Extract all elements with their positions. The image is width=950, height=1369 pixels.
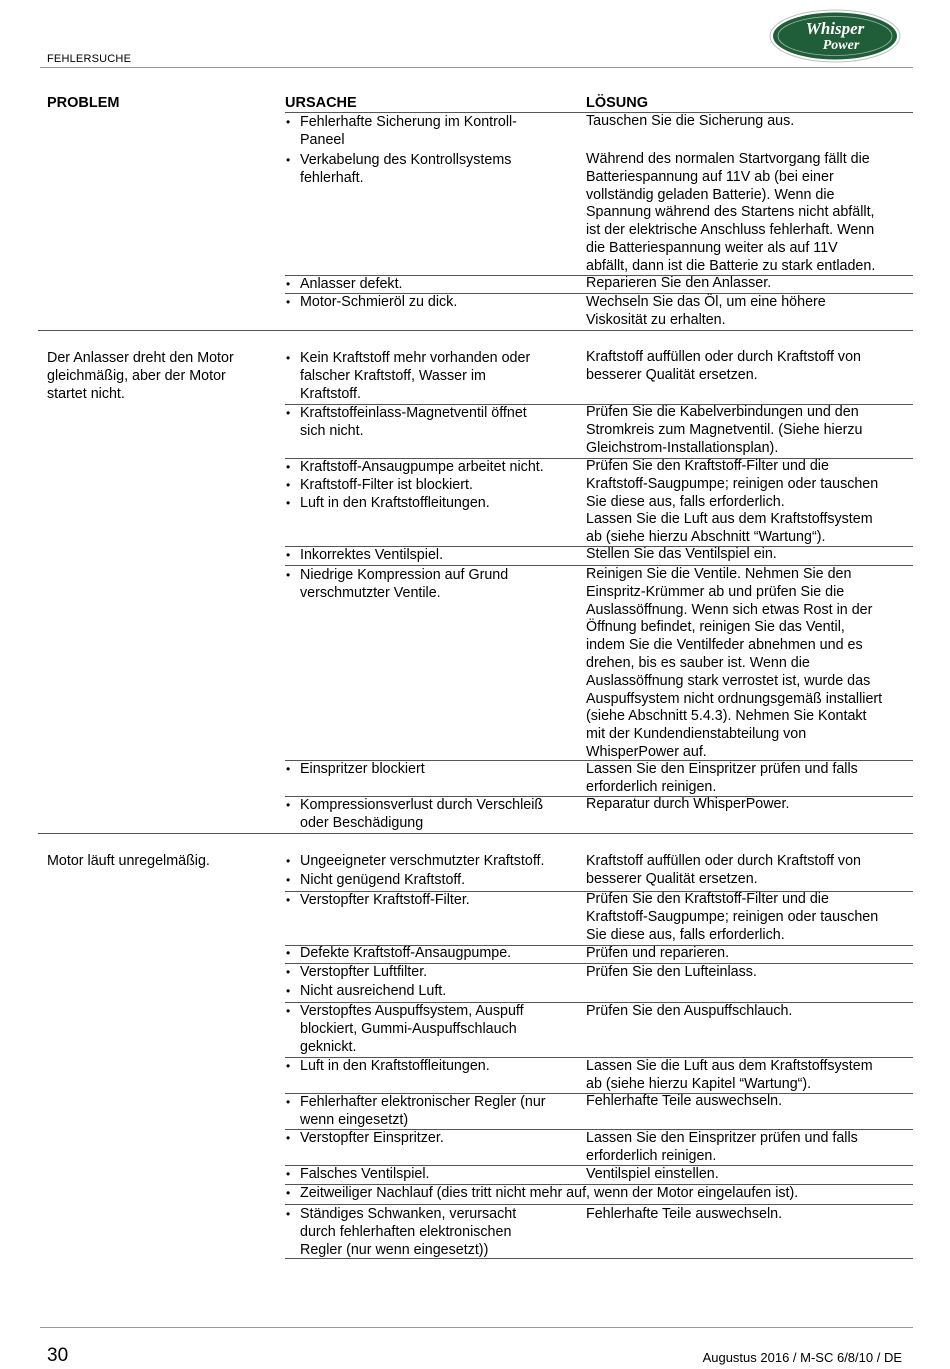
cause-text: Fehlerhafte Sicherung im Kontroll- Paneel — [300, 114, 517, 148]
bullet-icon: • — [286, 984, 291, 998]
solution-text: Reinigen Sie die Ventile. Nehmen Sie den Einspritz-Krümmer ab und prüfen Sie die Auslassöffnung. Wenn sich etwas Rost in der Öffnung befindet, reinigen Sie das Ventil, indem Sie die Ventilfeder abnehmen und es drehen, bis es sauber ist. Wenn die Auslassöffnung stark verrostet ist, wurde das Auspuffsystem nicht ordnungsgemäß installiert (siehe Abschnitt 5.4.3). Nehmen Sie Kontakt mit der Kundendienstabteilung von WhisperPower auf. — [586, 566, 883, 760]
bullet-icon: • — [286, 893, 291, 907]
section-header: FEHLERSUCHE — [47, 53, 132, 65]
table-rule — [38, 330, 913, 331]
solution-text: Prüfen Sie den Kraftstoff-Filter und die Kraftstoff-Saugpumpe; reinigen oder tauschen Sie diese aus, falls erforderlich. — [586, 891, 879, 943]
solution-text: Während des normalen Startvorgang fällt die Batteriespannung auf 11V ab (bei einer vollständig geladen Batterie). Wenn die Spannung während des Startens nicht abfällt, ist der elektrische Anschluss fehlerhaft. Wenn die Batteriespannung weiter als auf 11V abfällt, dann ist die Batterie zu stark entladen. — [586, 151, 876, 274]
solution-text: Kraftstoff auffüllen oder durch Kraftstoff von besserer Qualität ersetzen. — [586, 349, 861, 383]
bullet-icon: • — [286, 798, 291, 812]
cause-text: Defekte Kraftstoff-Ansaugpumpe. — [300, 945, 512, 961]
header-rule — [40, 67, 913, 68]
bullet-icon: • — [286, 406, 291, 420]
bullet-icon: • — [286, 496, 291, 510]
column-cause: URSACHE — [285, 95, 357, 111]
cause-text: Luft in den Kraftstoffleitungen. — [300, 495, 490, 511]
problem-text: Motor läuft unregelmäßig. — [47, 853, 210, 869]
cause-text: Verkabelung des Kontrollsystems fehlerhaft. — [300, 152, 512, 186]
cause-text: Verstopftes Auspuffsystem, Auspuff blockiert, Gummi-Auspuffschlauch geknickt. — [300, 1003, 524, 1055]
cause-text: Luft in den Kraftstoffleitungen. — [300, 1058, 490, 1074]
bullet-icon: • — [286, 115, 291, 129]
bullet-icon: • — [286, 854, 291, 868]
cause-text: Niedrige Kompression auf Grund verschmutzter Ventile. — [300, 567, 509, 601]
solution-text: Fehlerhafte Teile auswechseln. — [586, 1093, 783, 1109]
solution-text: Reparieren Sie den Anlasser. — [586, 275, 772, 291]
bullet-icon: • — [286, 873, 291, 887]
column-problem: PROBLEM — [47, 95, 120, 111]
bullet-icon: • — [286, 1207, 291, 1221]
solution-text: Prüfen Sie den Auspuffschlauch. — [586, 1003, 793, 1019]
bullet-icon: • — [286, 965, 291, 979]
footer-rule — [40, 1327, 913, 1328]
table-rule — [38, 833, 913, 834]
bullet-icon: • — [286, 460, 291, 474]
cause-text: Verstopfter Luftfilter. — [300, 964, 428, 980]
cause-text: Nicht genügend Kraftstoff. — [300, 872, 466, 888]
cause-text: Anlasser defekt. — [300, 276, 403, 292]
solution-text: Lassen Sie den Einspritzer prüfen und falls erforderlich reinigen. — [586, 1130, 858, 1164]
solution-text: Lassen Sie den Einspritzer prüfen und falls erforderlich reinigen. — [586, 761, 858, 795]
cause-text: Kraftstoff-Filter ist blockiert. — [300, 477, 473, 493]
bullet-icon: • — [286, 277, 291, 291]
solution-text: Prüfen und reparieren. — [586, 945, 730, 961]
cause-text: Kraftstoff-Ansaugpumpe arbeitet nicht. — [300, 459, 544, 475]
cause-text: Kompressionsverlust durch Verschleiß oder Beschädigung — [300, 797, 544, 831]
solution-text: Fehlerhafte Teile auswechseln. — [586, 1206, 783, 1222]
bullet-icon: • — [286, 568, 291, 582]
document-info: Augustus 2016 / M-SC 6/8/10 / DE — [702, 1350, 902, 1365]
cause-text: Ungeeigneter verschmutzter Kraftstoff. — [300, 853, 545, 869]
solution-text: Kraftstoff auffüllen oder durch Kraftstoff von besserer Qualität ersetzen. — [586, 853, 861, 887]
bullet-icon: • — [286, 1167, 291, 1181]
logo-word-2: Power — [822, 38, 860, 53]
solution-text: Prüfen Sie die Kabelverbindungen und den Stromkreis zum Magnetventil. (Siehe hierzu Gleichstrom-Installationsplan). — [586, 404, 863, 456]
solution-text: Tauschen Sie die Sicherung aus. — [586, 113, 795, 129]
cause-text: Einspritzer blockiert — [300, 761, 425, 777]
cause-text: Inkorrektes Ventilspiel. — [300, 547, 444, 563]
solution-text: Prüfen Sie den Kraftstoff-Filter und die Kraftstoff-Saugpumpe; reinigen oder tauschen Sie diese aus, falls erforderlich. Lassen Sie die Luft aus dem Kraftstoffsystem ab (siehe hierzu Abschnitt “Wartung“). — [586, 458, 879, 546]
cause-text: Verstopfter Kraftstoff-Filter. — [300, 892, 470, 908]
bullet-icon: • — [286, 295, 291, 309]
solution-text: Ventilspiel einstellen. — [586, 1166, 719, 1182]
cause-text: Zeitweiliger Nachlauf (dies tritt nicht mehr auf, wenn der Motor eingelaufen ist). — [300, 1185, 799, 1201]
cause-text: Fehlerhafter elektronischer Regler (nur wenn eingesetzt) — [300, 1094, 546, 1128]
bullet-icon: • — [286, 1186, 291, 1200]
solution-text: Wechseln Sie das Öl, um eine höhere Viskosität zu erhalten. — [586, 294, 826, 328]
solution-text: Stellen Sie das Ventilspiel ein. — [586, 546, 777, 562]
whisperpower-logo — [769, 9, 901, 63]
cause-text: Kein Kraftstoff mehr vorhanden oder falscher Kraftstoff, Wasser im Kraftstoff. — [300, 350, 531, 402]
bullet-icon: • — [286, 1004, 291, 1018]
cause-text: Verstopfter Einspritzer. — [300, 1130, 444, 1146]
cause-text: Nicht ausreichend Luft. — [300, 983, 447, 999]
bullet-icon: • — [286, 153, 291, 167]
cause-text: Kraftstoffeinlass-Magnetventil öffnet sich nicht. — [300, 405, 527, 439]
cause-text: Motor-Schmieröl zu dick. — [300, 294, 458, 310]
bullet-icon: • — [286, 478, 291, 492]
table-rule — [285, 1204, 913, 1205]
cause-text: Ständiges Schwanken, verursacht durch fehlerhaften elektronischen Regler (nur wenn eingesetzt)) — [300, 1206, 517, 1258]
bullet-icon: • — [286, 1095, 291, 1109]
solution-text: Prüfen Sie den Lufteinlass. — [586, 964, 757, 980]
bullet-icon: • — [286, 762, 291, 776]
logo-word-1: Whisper — [805, 19, 865, 38]
bullet-icon: • — [286, 1131, 291, 1145]
page-number: 30 — [47, 1345, 69, 1366]
cause-text: Falsches Ventilspiel. — [300, 1166, 430, 1182]
solution-text: Reparatur durch WhisperPower. — [586, 796, 790, 812]
solution-text: Lassen Sie die Luft aus dem Kraftstoffsystem ab (siehe hierzu Kapitel “Wartung“). — [586, 1058, 873, 1092]
column-solution: LÖSUNG — [586, 95, 649, 111]
bullet-icon: • — [286, 548, 291, 562]
bullet-icon: • — [286, 1059, 291, 1073]
bullet-icon: • — [286, 351, 291, 365]
problem-text: Der Anlasser dreht den Motor gleichmäßig, aber der Motor startet nicht. — [47, 350, 234, 402]
bullet-icon: • — [286, 946, 291, 960]
